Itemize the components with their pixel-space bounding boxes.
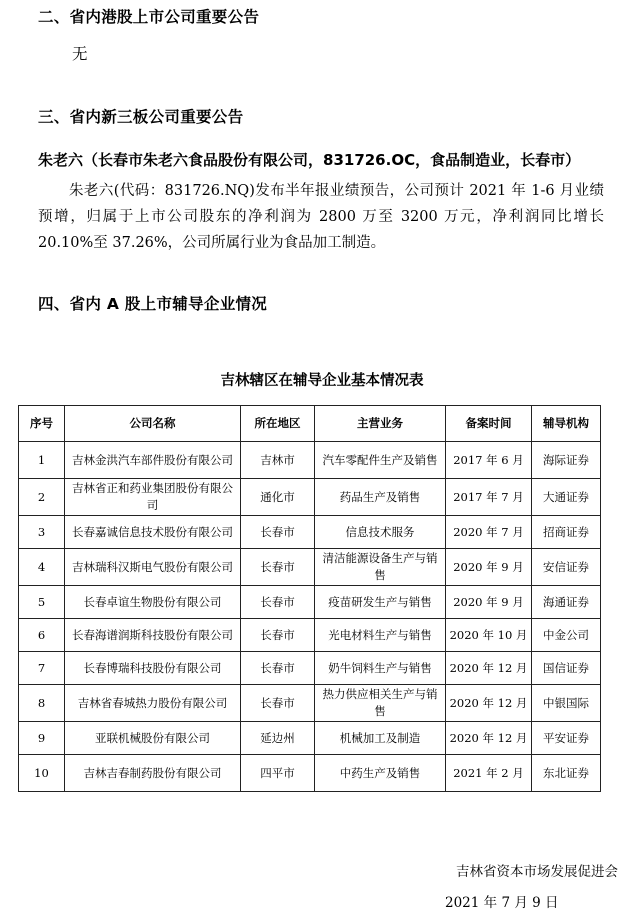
footer-date: 2021 年 7 月 9 日 (445, 895, 559, 911)
cell-company-name: 长春嘉诚信息技术股份有限公司 (65, 516, 241, 549)
cell-tutoring-institution: 国信证券 (532, 652, 601, 685)
cell-company-name: 长春海谱润斯科技股份有限公司 (65, 619, 241, 652)
header-region: 所在地区 (241, 406, 315, 442)
cell-index: 2 (19, 479, 65, 516)
neeq-company-line: 朱老六（长春市朱老六食品股份有限公司，831726.OC，食品制造业，长春市） (38, 151, 581, 169)
footer-organization: 吉林省资本市场发展促进会 (456, 864, 618, 880)
neeq-announcement-paragraph: 朱老六(代码：831726.NQ)发布半年报业绩预告，公司预计 2021 年 1-6 月业绩预增，归属于上市公司股东的净利润为 2800 万至 3200 万元，净利润同比增长 20.10%至 37.26%，公司所属行业为食品加工制造。 (38, 183, 604, 251)
table-row (19, 479, 601, 516)
cell-company-name: 吉林吉春制药股份有限公司 (65, 755, 241, 792)
cell-index: 1 (19, 442, 65, 479)
cell-tutoring-institution: 安信证券 (532, 549, 601, 586)
cell-region: 吉林市 (241, 442, 315, 479)
cell-tutoring-institution: 招商证券 (532, 516, 601, 549)
cell-company-name: 吉林金洪汽车部件股份有限公司 (65, 442, 241, 479)
cell-region: 长春市 (241, 549, 315, 586)
cell-main-business: 奶牛饲料生产与销售 (315, 652, 446, 685)
table-row (19, 685, 601, 722)
cell-main-business: 光电材料生产与销售 (315, 619, 446, 652)
header-main-business: 主营业务 (315, 406, 446, 442)
cell-tutoring-institution: 平安证券 (532, 722, 601, 755)
section-heading-neeq: 三、省内新三板公司重要公告 (38, 108, 244, 126)
cell-filing-date: 2020 年 7 月 (446, 516, 532, 549)
header-company-name: 公司名称 (65, 406, 241, 442)
cell-filing-date: 2020 年 9 月 (446, 549, 532, 586)
cell-filing-date: 2020 年 12 月 (446, 652, 532, 685)
cell-index: 7 (19, 652, 65, 685)
header-index: 序号 (19, 406, 65, 442)
cell-index: 3 (19, 516, 65, 549)
cell-tutoring-institution: 中银国际 (532, 685, 601, 722)
cell-region: 通化市 (241, 479, 315, 516)
cell-tutoring-institution: 海际证券 (532, 442, 601, 479)
cell-tutoring-institution: 海通证券 (532, 586, 601, 619)
cell-filing-date: 2020 年 10 月 (446, 619, 532, 652)
section-heading-hk-listed: 二、省内港股上市公司重要公告 (38, 8, 260, 26)
table-row (19, 442, 601, 479)
cell-region: 长春市 (241, 586, 315, 619)
header-filing-date: 备案时间 (446, 406, 532, 442)
cell-region: 延边州 (241, 722, 315, 755)
cell-company-name: 亚联机械股份有限公司 (65, 722, 241, 755)
cell-main-business: 汽车零配件生产及销售 (315, 442, 446, 479)
cell-main-business: 信息技术服务 (315, 516, 446, 549)
header-tutoring-institution: 辅导机构 (532, 406, 601, 442)
table-row (19, 722, 601, 755)
cell-main-business: 中药生产及销售 (315, 755, 446, 792)
cell-index: 9 (19, 722, 65, 755)
cell-main-business: 药品生产及销售 (315, 479, 446, 516)
cell-filing-date: 2017 年 6 月 (446, 442, 532, 479)
cell-index: 10 (19, 755, 65, 792)
cell-main-business: 热力供应相关生产与销售 (315, 685, 446, 722)
cell-index: 5 (19, 586, 65, 619)
cell-region: 长春市 (241, 516, 315, 549)
table-row (19, 755, 601, 792)
tutoring-companies-table (18, 405, 601, 792)
cell-main-business: 机械加工及制造 (315, 722, 446, 755)
table-row (19, 516, 601, 549)
cell-index: 4 (19, 549, 65, 586)
cell-filing-date: 2021 年 2 月 (446, 755, 532, 792)
cell-main-business: 疫苗研发生产与销售 (315, 586, 446, 619)
table-row (19, 652, 601, 685)
cell-company-name: 吉林省春城热力股份有限公司 (65, 685, 241, 722)
table-row (19, 586, 601, 619)
table-header-row (19, 406, 601, 442)
cell-tutoring-institution: 大通证券 (532, 479, 601, 516)
section-heading-tutoring: 四、省内 A 股上市辅导企业情况 (38, 295, 268, 313)
cell-tutoring-institution: 东北证券 (532, 755, 601, 792)
table-row (19, 619, 601, 652)
cell-index: 8 (19, 685, 65, 722)
cell-region: 长春市 (241, 652, 315, 685)
table-row (19, 549, 601, 586)
cell-index: 6 (19, 619, 65, 652)
cell-region: 长春市 (241, 619, 315, 652)
cell-tutoring-institution: 中金公司 (532, 619, 601, 652)
cell-region: 四平市 (241, 755, 315, 792)
cell-filing-date: 2017 年 7 月 (446, 479, 532, 516)
cell-filing-date: 2020 年 9 月 (446, 586, 532, 619)
cell-region: 长春市 (241, 685, 315, 722)
cell-company-name: 长春卓谊生物股份有限公司 (65, 586, 241, 619)
table-title: 吉林辖区在辅导企业基本情况表 (220, 373, 424, 389)
cell-company-name: 吉林瑞科汉斯电气股份有限公司 (65, 549, 241, 586)
cell-main-business: 清洁能源设备生产与销售 (315, 549, 446, 586)
cell-filing-date: 2020 年 12 月 (446, 722, 532, 755)
cell-filing-date: 2020 年 12 月 (446, 685, 532, 722)
cell-company-name: 长春博瑞科技股份有限公司 (65, 652, 241, 685)
hk-listed-content: 无 (72, 45, 88, 63)
cell-company-name: 吉林省正和药业集团股份有限公司 (65, 479, 241, 516)
